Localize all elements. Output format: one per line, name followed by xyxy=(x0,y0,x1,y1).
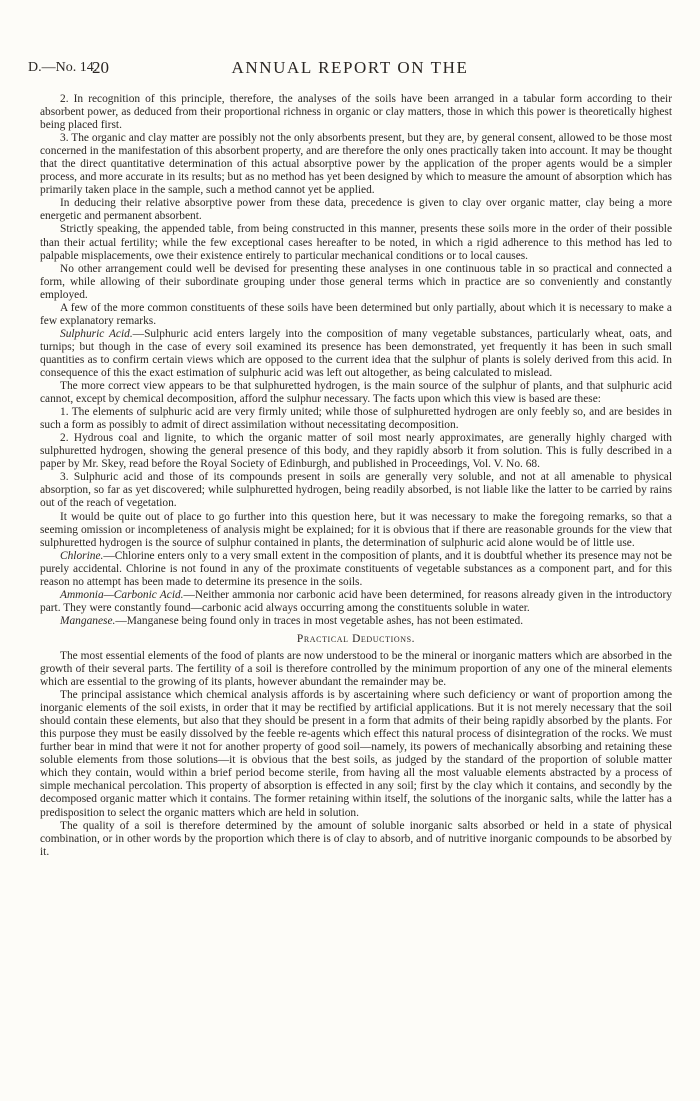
paragraph-lead: Manganese. xyxy=(60,614,116,627)
paragraph-text: In deducing their relative absorptive power from these data, precedence is given to clay over organic matter, clay being a more energetic and permanent absorbent. xyxy=(40,197,672,223)
section-heading: Practical Deductions. xyxy=(296,632,416,645)
paragraph xyxy=(40,223,672,262)
paragraph xyxy=(40,589,672,615)
paragraph-text: 3. The organic and clay matter are possibly not the only absorbents present, but they are, by general consent, allowed to be those most concerned in the manifestation of this absorbent property, and are therefore the only ones practically taken into account. It may be thought that the direct quantitative determination of this actual absorptive power by the application of the proper agents would be a simpler process, and more accurate in its results; but as no method has yet been designed by which to measure the amount of absorption which has primarily taken place in the sample, such a method cannot yet be applied. xyxy=(40,132,672,197)
paragraph-text: —Manganese being found only in traces in most vegetable ashes, has not been estimated. xyxy=(115,614,524,627)
paragraph-text: —Sulphuric acid enters largely into the composition of many vegetable substances, particularly wheat, oats, and turnips; but though in the case of every soil examined its presence has been demonstrated, yet frequently it has been in such small quantities as to confirm certain views which are opposed to the current idea that the sulphur of plants is solely derived from this acid. In consequence of this the exact estimation of sulphuric acid was left out altogether, as being calculated to mislead. xyxy=(40,327,672,379)
paragraph xyxy=(40,650,672,689)
paragraph-text: Strictly speaking, the appended table, from being constructed in this manner, presents these soils more in the order of their possible than their actual fertility; while the few exceptional cases hereafter to be noted, in which a rigid adherence to this method has led to palpable misplacements, owe their existence entirely to particular mechanical conditions or to local causes. xyxy=(40,223,672,262)
paragraph xyxy=(40,197,672,223)
paragraph-text: It would be quite out of place to go further into this question here, but it was necessary to make the foregoing remarks, so that a seeming omission or incompleteness of analysis might be explained; for it is obvious that if there are reasonable grounds for the view that sulphuretted hydrogen is the source of sulphur contained in plants, the determination of sulphuric acid alone would be of little use. xyxy=(40,510,672,549)
paragraph xyxy=(40,511,672,550)
paragraph-text: 1. The elements of sulphuric acid are very firmly united; while those of sulphuretted hydrogen are only feebly so, and are besides in such a form as possibly to admit of direct assimilation without necessitating decomposition. xyxy=(40,406,672,432)
paragraph xyxy=(40,820,672,859)
running-title: ANNUAL REPORT ON THE xyxy=(231,58,469,77)
paragraph xyxy=(40,689,672,819)
paragraph xyxy=(40,93,672,132)
page-number: 20 xyxy=(92,58,109,77)
paragraph-text: —Neither ammonia nor carbonic acid have been determined, for reasons already given in the introductory part. They were constantly found—carbonic acid always occurring among the constituents soluble in water. xyxy=(40,588,672,614)
paragraph xyxy=(40,380,672,406)
paragraph xyxy=(40,615,672,628)
body-text xyxy=(40,93,672,859)
paragraph xyxy=(40,432,672,471)
paragraph xyxy=(40,550,672,589)
paragraph-text: The more correct view appears to be that sulphuretted hydrogen, is the main source of the sulphur of plants, and that sulphuric acid cannot, except by chemical decomposition, afford the sulphur necessary. The facts upon which this view is based are these: xyxy=(40,380,672,406)
paragraph-lead: Chlorine. xyxy=(60,549,104,562)
page-header xyxy=(28,58,672,78)
document-reference: D.—No. 14. xyxy=(28,60,98,75)
paragraph xyxy=(40,328,672,380)
paragraph xyxy=(40,263,672,302)
paragraph-text: The most essential elements of the food of plants are now understood to be the mineral or inorganic matters which are absorbed in the growth of their several parts. The fertility of a soil is therefore controlled by the minimum proportion of any one of the mineral elements which are essential to the growing of its plants, however abundant the remainder may be. xyxy=(40,649,672,689)
paragraph xyxy=(40,132,672,197)
paragraph-lead: Sulphuric Acid. xyxy=(60,327,133,340)
paragraph-lead: Ammonia—Carbonic Acid. xyxy=(60,588,184,601)
section-soil-constituents xyxy=(40,93,672,628)
paragraph-text: 2. Hydrous coal and lignite, to which the organic matter of soil most nearly approximates, are generally highly charged with sulphuretted hydrogen, showing the general presence of this body, and they rapidly absorb it from solution. This is fully described in a paper by Mr. Skey, read before the Royal Society of Edinburgh, and published in Proceedings, Vol. V. No. 68. xyxy=(40,432,672,471)
section-practical-deductions xyxy=(40,650,672,859)
paragraph-text: —Chlorine enters only to a very small extent in the composition of plants, and it is doubtful whether its presence may not be purely accidental. Chlorine is not found in any of the proximate constituents of vegetable substances as a component part, and for this reason no attempt has been made to determine its presence in the soils. xyxy=(40,549,672,588)
paragraph xyxy=(40,302,672,328)
paragraph-text: No other arrangement could well be devised for presenting these analyses in one continuous table in so practical and connected a form, while allowing of their subordinate grouping under those general terms which in practice are so conveniently and constantly employed. xyxy=(40,262,672,301)
paragraph-text: 2. In recognition of this principle, therefore, the analyses of the soils have been arranged in a tabular form according to their absorbent power, as deduced from their proportional richness in organic or clay matters, those in which this power is theoretically highest being placed first. xyxy=(40,93,672,132)
paragraph-text: 3. Sulphuric acid and those of its compounds present in soils are generally very soluble, and not at all amenable to physical absorption, so far as yet discovered; while sulphuretted hydrogen, being readily absorbed, is not liable like the latter to be carried by rains out of the reach of vegetation. xyxy=(40,471,672,510)
paragraph xyxy=(40,406,672,432)
paragraph-text: The principal assistance which chemical analysis affords is by ascertaining where such deficiency or want of proportion among the inorganic elements of the soil exists, in order that it may be rectified by artificial applications. But it is not merely necessary that the soil should contain these elements, but also that they should be present in a form that admits of their being rapidly absorbed by the plants. For this purpose they must be easily dissolved by the feeble re-agents which effect this natural process of disintegration of the rocks. We must further bear in mind that were it not for another property of good soil—namely, its powers of mechanically absorbing and retaining these soluble elements from those solutions—it is obvious that the best soils, as judged by the standard of the proportion of soluble matter which they contain, would within a brief period become sterile, from having all the most valuable elements abstracted by a process of simple mechanical percolation. This property of absorption is effected in any soil; first by the clay which it contains, and secondly by the decomposed organic matter which it contains. The former retaining within itself, the solutions of the inorganic salts, while the latter has a predisposition to select the organic matters which are held in solution. xyxy=(40,689,672,819)
paragraph xyxy=(40,471,672,510)
paragraph-text: A few of the more common constituents of these soils have been determined but only partially, about which it is necessary to make a few explanatory remarks. xyxy=(40,301,672,327)
paragraph-text: The quality of a soil is therefore determined by the amount of soluble inorganic salts absorbed or held in a state of physical combination, or in other words by the proportion which there is of clay to absorb, and of nutritive inorganic compounds to be absorbed by it. xyxy=(40,819,672,858)
